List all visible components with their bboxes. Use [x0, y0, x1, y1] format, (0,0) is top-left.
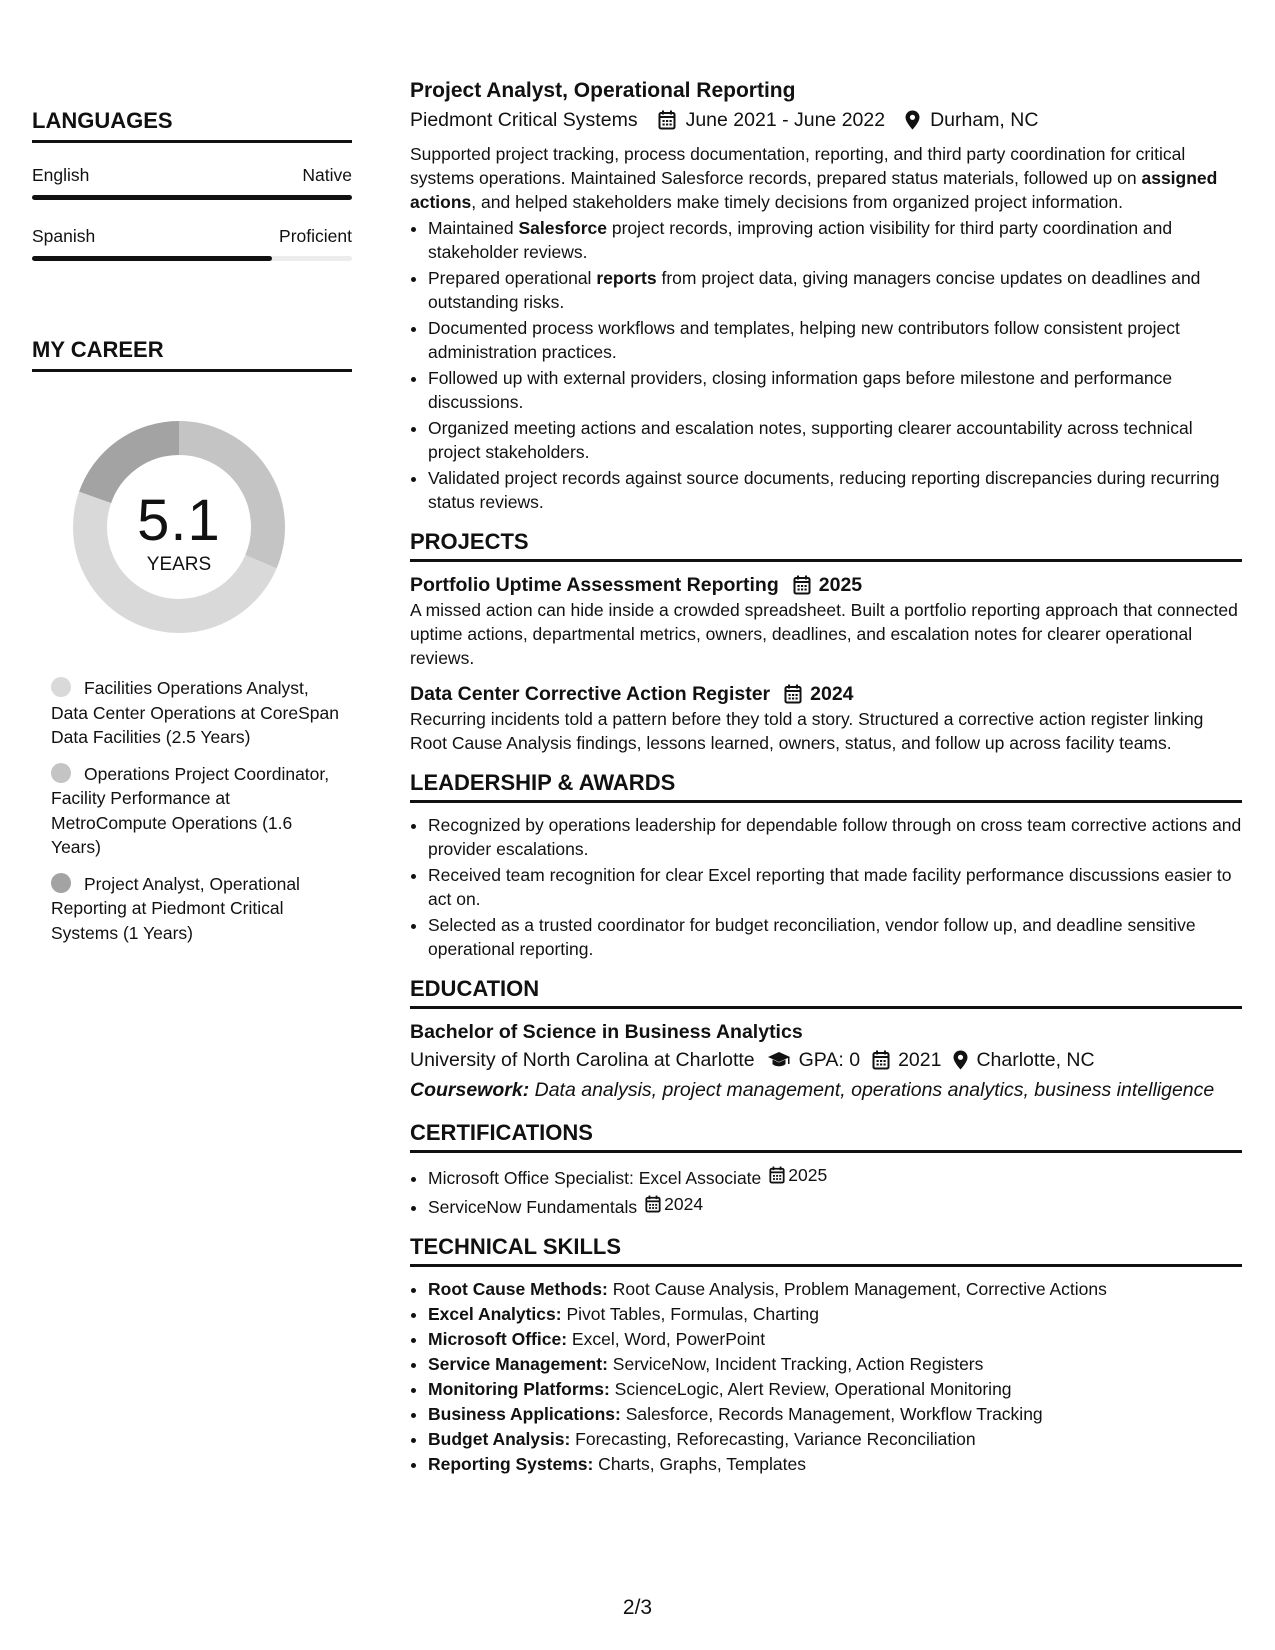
skill-category: Service Management:: [428, 1354, 608, 1374]
list-item: [428, 1352, 1242, 1376]
leadership-list: [410, 813, 1242, 961]
list-item: • Selected as a trusted coordinator for budget reconciliation, vendor follow up, and deadline sensitive operational reporting.: [428, 913, 1242, 961]
bullet-text: from project data, giving managers concise updates on deadlines and outstanding risks.: [428, 268, 1201, 312]
skill-category: Microsoft Office:: [428, 1329, 568, 1349]
skill-values: ScienceLogic, Alert Review, Operational Monitoring: [609, 1379, 1012, 1399]
project-description: Recurring incidents told a pattern before they told a story. Structured a corrective action register linking Root Cause Analysis findings, lessons learned, owners, status, and follow up across facility teams.: [410, 709, 1204, 753]
skill-category: Budget Analysis:: [428, 1429, 571, 1449]
skill-values: Salesforce, Records Management, Workflow Tracking: [620, 1404, 1043, 1424]
career-donut-chart: [66, 414, 292, 640]
map-pin-icon: [953, 1050, 968, 1070]
job-dates: June 2021 - June 2022: [685, 109, 886, 131]
bullet-text: Documented process workflows and templates, helping new contributors follow consistent project administration practices.: [428, 318, 1180, 362]
career-total-years: 5.1: [137, 488, 221, 553]
graduation-year: 2021: [898, 1049, 942, 1071]
languages-heading: LANGUAGES: [32, 108, 352, 143]
school-name: University of North Carolina at Charlotte: [410, 1049, 755, 1071]
list-item: [428, 1277, 1242, 1301]
map-pin-icon: [905, 110, 920, 130]
list-item: [428, 1192, 1242, 1219]
summary-bold: assigned actions: [410, 168, 1218, 212]
legend-label: Project Analyst, Operational Reporting at Piedmont Critical Systems (1 Years): [51, 873, 300, 943]
project-title: Portfolio Uptime Assessment Reporting: [410, 574, 779, 596]
certifications-heading: CERTIFICATIONS: [410, 1121, 1242, 1153]
education-heading: EDUCATION: [410, 977, 1242, 1009]
summary-text: Supported project tracking, process documentation, reporting, and third party coordination for critical systems operations. Maintained Salesforce records, prepared status materials, followed up on: [410, 144, 1186, 188]
certification-year: 2024: [664, 1194, 704, 1214]
list-item: [428, 316, 1242, 364]
list-item: [428, 216, 1242, 264]
language-name: Spanish: [32, 226, 96, 246]
calendar-icon: [793, 575, 811, 595]
certification-year: 2025: [788, 1165, 828, 1185]
bullet-text: Prepared operational: [428, 268, 597, 288]
job-meta: [410, 104, 1242, 136]
career-legend-item: [51, 872, 341, 946]
education-entry: [410, 1019, 1242, 1105]
list-item: • Received team recognition for clear Excel reporting that made facility performance discussions easier to act on.: [428, 863, 1242, 911]
skill-category: Excel Analytics:: [428, 1304, 562, 1324]
list-item: [428, 1327, 1242, 1351]
project-entry: [410, 681, 1242, 755]
list-item: [428, 266, 1242, 314]
skill-values: Root Cause Analysis, Problem Management, Corrective Actions: [607, 1279, 1107, 1299]
skill-category: Monitoring Platforms:: [428, 1379, 610, 1399]
calendar-icon: [769, 1166, 785, 1184]
skill-values: Pivot Tables, Formulas, Charting: [561, 1304, 820, 1324]
language-level: Native: [302, 165, 352, 185]
school-location: Charlotte, NC: [976, 1049, 1095, 1071]
company-name: Piedmont Critical Systems: [410, 109, 638, 131]
certifications-list: [410, 1163, 1242, 1219]
coursework-label: Coursework:: [410, 1079, 530, 1101]
skill-category: Root Cause Methods:: [428, 1279, 608, 1299]
bullet-text: project records, improving action visibility for third party coordination and stakeholder reviews.: [428, 218, 1173, 262]
language-proficiency-fill: [32, 256, 272, 261]
project-year: 2025: [818, 574, 863, 596]
graduation-cap-icon: [767, 1051, 791, 1069]
bullet-bold: Salesforce: [518, 218, 608, 238]
legend-dot: [51, 873, 71, 893]
skills-list: [410, 1277, 1242, 1476]
career-legend-item: [51, 762, 341, 860]
legend-dot: [51, 677, 71, 697]
list-item: [428, 1402, 1242, 1426]
list-item: • Recognized by operations leadership for dependable follow through on cross team corrective actions and provider escalations.: [428, 813, 1242, 861]
leadership-heading: LEADERSHIP & AWARDS: [410, 771, 1242, 803]
gpa: GPA: 0: [798, 1049, 861, 1071]
summary-text: , and helped stakeholders make timely decisions from organized project information.: [471, 192, 1124, 212]
skill-values: Excel, Word, PowerPoint: [567, 1329, 766, 1349]
skill-category: Business Applications:: [428, 1404, 621, 1424]
list-item: [428, 1163, 1242, 1190]
list-item: [428, 1452, 1242, 1476]
legend-label: Facilities Operations Analyst, Data Center Operations at CoreSpan Data Facilities (2.5 Years): [51, 678, 339, 747]
certification-name: ServiceNow Fundamentals: [428, 1197, 638, 1217]
bullet-text: Followed up with external providers, closing information gaps before milestone and performance discussions.: [428, 368, 1173, 412]
bullet-text: Organized meeting actions and escalation notes, supporting clearer accountability across technical project stakeholders.: [428, 418, 1193, 462]
list-item: [428, 1302, 1242, 1326]
project-entry: [410, 572, 1242, 670]
project-title: Data Center Corrective Action Register: [410, 683, 771, 705]
language-item: [32, 165, 352, 200]
calendar-icon: [872, 1050, 890, 1070]
page-number: 2/3: [622, 1596, 653, 1619]
list-item: [428, 1377, 1242, 1401]
list-item: [428, 416, 1242, 464]
calendar-icon: [658, 110, 676, 130]
coursework-text: Data analysis, project management, operations analytics, business intelligence: [529, 1079, 1215, 1101]
calendar-icon: [784, 684, 802, 704]
calendar-icon: [645, 1195, 661, 1213]
language-proficiency-bar: [32, 195, 352, 200]
coursework: [410, 1075, 1242, 1105]
career-legend: [51, 676, 341, 945]
skill-values: Charts, Graphs, Templates: [593, 1454, 806, 1474]
language-item: [32, 226, 352, 261]
experience-entry: [410, 78, 1242, 514]
career-legend-item: [51, 676, 341, 750]
bullet-text: Validated project records against source documents, reducing reporting discrepancies during recurring status reviews.: [428, 468, 1220, 512]
list-item: [428, 366, 1242, 414]
career-heading: MY CAREER: [32, 337, 352, 372]
main-content: [410, 78, 1242, 1477]
sidebar: [32, 108, 352, 957]
language-proficiency-fill: [32, 195, 352, 200]
bullet-bold: reports: [596, 268, 657, 288]
legend-label: Operations Project Coordinator, Facility Performance at MetroCompute Operations (1.6 Years): [51, 763, 330, 857]
skill-values: ServiceNow, Incident Tracking, Action Registers: [607, 1354, 984, 1374]
donut-center: [66, 414, 292, 640]
language-name: English: [32, 165, 90, 185]
legend-dot: [51, 763, 71, 783]
job-location: Durham, NC: [930, 109, 1039, 131]
job-bullets: [410, 216, 1242, 514]
bullet-text: Maintained: [428, 218, 519, 238]
list-item: [428, 466, 1242, 514]
language-level: Proficient: [279, 226, 352, 246]
project-year: 2024: [810, 683, 854, 705]
list-item: [428, 1427, 1242, 1451]
project-description: A missed action can hide inside a crowded spreadsheet. Built a portfolio reporting approach that connected uptime actions, departmental metrics, owners, deadlines, and escalation notes for clearer operational reviews.: [410, 600, 1238, 668]
job-title: Project Analyst, Operational Reporting: [410, 79, 796, 102]
skill-category: Reporting Systems:: [428, 1454, 594, 1474]
education-meta: [410, 1045, 1242, 1075]
job-summary: [410, 142, 1242, 214]
certification-name: Microsoft Office Specialist: Excel Associate: [428, 1168, 762, 1188]
degree-title: Bachelor of Science in Business Analytics: [410, 1021, 803, 1043]
projects-heading: PROJECTS: [410, 530, 1242, 562]
language-proficiency-bar: [32, 256, 352, 261]
skill-values: Forecasting, Reforecasting, Variance Reconciliation: [570, 1429, 976, 1449]
skills-heading: TECHNICAL SKILLS: [410, 1235, 1242, 1267]
career-years-label: YEARS: [146, 554, 212, 575]
